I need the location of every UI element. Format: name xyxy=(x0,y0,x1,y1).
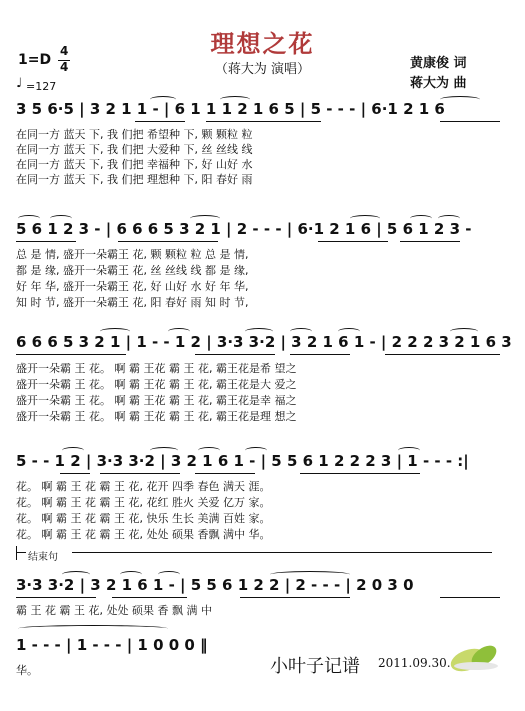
beam-underline xyxy=(290,354,350,355)
slur-mark xyxy=(198,447,220,454)
slur-mark xyxy=(410,215,432,222)
slur-mark xyxy=(62,447,84,454)
beam-underline xyxy=(16,241,76,242)
lyricist-credit: 黄康俊 词 xyxy=(410,56,467,71)
notation-row-6: 1 - - - | 1 - - - | 1 0 0 0 ‖ xyxy=(16,636,208,654)
key-signature: 1=D xyxy=(18,52,52,68)
beam-underline xyxy=(16,354,126,355)
lyric-line: 华。 xyxy=(16,664,38,677)
beam-underline xyxy=(118,241,218,242)
slur-mark xyxy=(270,571,350,578)
song-title: 理想之花 xyxy=(210,29,315,58)
notation-row-1: 3 5 6·5 | 3 2 1 1 - | 6 1 1 1 2 1 6 5 | 5 - - - | 6·1 2 1 6 xyxy=(16,100,445,118)
beam-underline xyxy=(195,354,275,355)
slur-mark xyxy=(245,447,267,454)
ending-bracket xyxy=(16,552,26,553)
beam-underline xyxy=(400,241,460,242)
beam-underline xyxy=(195,473,255,474)
slur-mark xyxy=(18,215,40,222)
lyric-line: 花。 啊 霸 王 花 霸 王 花, 处处 硕果 香飘 满中 华。 xyxy=(16,528,271,541)
ending-label: 结束句 xyxy=(28,552,58,563)
time-signature-top: 4 xyxy=(60,44,69,58)
lyric-line: 盛开一朵霸 王 花。 啊 霸 王花 霸 王 花, 霸王花是大 爱之 xyxy=(16,378,297,391)
slur-mark xyxy=(290,328,312,335)
beam-underline xyxy=(385,354,500,355)
slur-mark xyxy=(190,215,220,222)
lyric-line: 在同一方 蓝天 下, 我 们把 希望种 下, 颗 颗粒 粒 xyxy=(16,128,253,141)
slur-mark xyxy=(150,96,176,103)
lyric-line: 在同一方 蓝天 下, 我 们把 大爱种 下, 丝 丝线 线 xyxy=(16,143,253,156)
leaf-logo-icon xyxy=(446,636,506,676)
lyric-line: 花。 啊 霸 王 花 霸 王 花, 花开 四季 春色 满天 涯。 xyxy=(16,480,271,493)
lyric-line: 盛开一朵霸 王 花。 啊 霸 王花 霸 王 花, 霸王花是理 想之 xyxy=(16,410,297,423)
tie-mark xyxy=(18,625,168,632)
slur-mark xyxy=(100,328,130,335)
notation-row-4: 5 - - 1 2 | 3·3 3·2 | 3 2 1 6 1 - | 5 5 6 1 2 2 2 3 | 1 - - - :| xyxy=(16,452,469,470)
slur-mark xyxy=(350,215,380,222)
tempo-value: =127 xyxy=(26,80,57,93)
beam-underline xyxy=(16,597,96,598)
slur-mark xyxy=(245,328,273,335)
slur-mark xyxy=(220,96,250,103)
ending-bracket xyxy=(16,546,17,560)
lyric-line: 霸 王 花 霸 王 花, 处处 硕果 香 飘 满 中 xyxy=(16,604,212,617)
beam-underline xyxy=(240,597,350,598)
lyric-line: 盛开一朵霸 王 花。 啊 霸 王花 霸 王 花, 霸王花是希 望之 xyxy=(16,362,297,375)
slur-mark xyxy=(450,328,478,335)
notation-row-3: 6 6 6 5 3 2 1 | 1 - - 1 2 | 3·3 3·2 | 3 2 1 6 1 - | 2 2 2 3 2 1 6 3 xyxy=(16,333,512,351)
slur-mark xyxy=(50,215,72,222)
notation-row-5: 3·3 3·2 | 3 2 1 6 1 - | 5 5 6 1 2 2 | 2 - - - | 2 0 3 0 xyxy=(16,576,414,594)
beam-underline xyxy=(318,241,388,242)
slur-mark xyxy=(150,447,178,454)
slur-mark xyxy=(168,328,190,335)
slur-mark xyxy=(438,215,460,222)
beam-underline xyxy=(300,473,420,474)
lyric-line: 知 时 节, 盛开一朵霸王 花, 阳 春好 雨 知 时 节, xyxy=(16,296,249,309)
beam-underline xyxy=(100,473,180,474)
lyric-line: 在同一方 蓝天 下, 我 们把 幸福种 下, 好 山好 水 xyxy=(16,158,253,171)
transcriber-signature: 小叶子记谱 xyxy=(270,656,360,677)
lyric-line: 盛开一朵霸 王 花。 啊 霸 王花 霸 王 花, 霸王花是幸 福之 xyxy=(16,394,297,407)
beam-underline xyxy=(112,597,187,598)
quarter-note-icon: ♩ xyxy=(16,76,23,91)
lyric-line: 花。 啊 霸 王 花 霸 王 花, 花红 胜火 关爱 亿万 家。 xyxy=(16,496,271,509)
beam-underline xyxy=(60,473,90,474)
slur-mark xyxy=(120,571,142,578)
slur-mark xyxy=(158,571,180,578)
beam-underline xyxy=(135,121,185,122)
lyric-line: 好 年 华, 盛开一朵霸王 花, 好 山好 水 好 年 华, xyxy=(16,280,249,293)
lyric-line: 在同一方 蓝天 下, 我 们把 理想种 下, 阳 春好 雨 xyxy=(16,173,253,186)
ending-bracket-dashed xyxy=(72,552,492,553)
slur-mark xyxy=(440,96,480,103)
singer-credit: （蒋大为 演唱） xyxy=(214,62,311,77)
slur-mark xyxy=(398,447,420,454)
beam-underline xyxy=(440,121,500,122)
lyric-line: 总 是 情, 盛开一朵霸王 花, 颗 颗粒 粒 总 是 情, xyxy=(16,248,249,261)
time-signature-bottom: 4 xyxy=(60,60,69,74)
beam-underline xyxy=(206,121,321,122)
notation-row-2: 5 6 1 2 3 - | 6 6 6 5 3 2 1 | 2 - - - | 6·1 2 1 6 | 5 6 1 2 3 - xyxy=(16,220,472,238)
composer-credit: 蒋大为 曲 xyxy=(410,76,467,91)
beam-underline xyxy=(440,597,500,598)
slur-mark xyxy=(62,571,90,578)
slur-mark xyxy=(338,328,360,335)
lyric-line: 都 是 缘, 盛开一朵霸王 花, 丝 丝线 线 都 是 缘, xyxy=(16,264,249,277)
transcription-date: 2011.09.30. xyxy=(378,656,451,670)
lyric-line: 花。 啊 霸 王 花 霸 王 花, 快乐 生长 美满 百姓 家。 xyxy=(16,512,271,525)
